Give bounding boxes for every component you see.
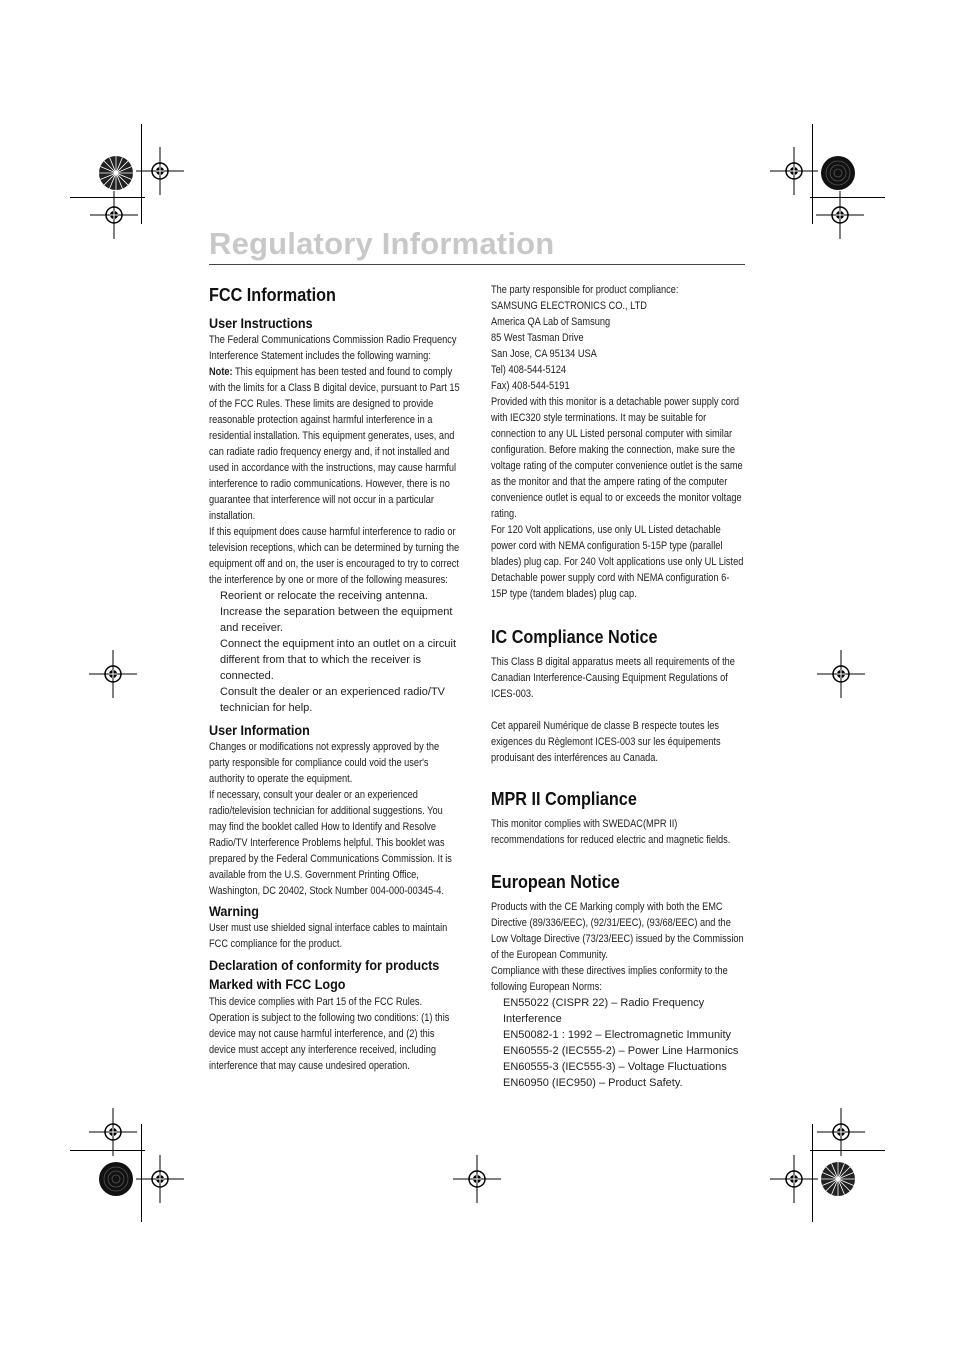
user-information-heading: User Information xyxy=(209,722,310,738)
volt-note-para: For 120 Volt applications, use only UL Listed detachable power cord with NEMA configuration 5-15P type (parallel blades) plug cap. For 240 Volt applications use only UL Listed Detachable power supply cord with NEMA configuration 6-15P type (tandem blades) plug cap. xyxy=(491,524,744,600)
list-item: EN50082-1 : 1992 – Electromagnetic Immunity xyxy=(503,1029,732,1041)
star-target-icon xyxy=(98,1161,134,1197)
declaration-text xyxy=(209,994,462,1074)
star-target-icon xyxy=(820,155,856,191)
title-divider xyxy=(209,264,745,265)
registration-target-icon xyxy=(770,147,818,195)
star-target-icon xyxy=(98,155,134,191)
user-instructions-heading: User Instructions xyxy=(209,315,313,331)
ic-english: This Class B digital apparatus meets all requirements of the Canadian Interference-Causing Equipment Regulations of ICES-003. xyxy=(491,656,735,700)
responsible-party xyxy=(491,282,744,602)
user-info-para2: If necessary, consult your dealer or an experienced radio/television technician for additional suggestions. You may find the booklet called How to Identify and Resolve Radio/TV Interference Problems helpful. This booklet was prepared by the Federal Communications Commission. It is available from the U.S. Government Printing Office, Washington, DC 20402, Stock Number 004-000-00345-4. xyxy=(209,789,452,897)
star-target-icon xyxy=(820,1161,856,1197)
registration-target-icon xyxy=(136,1155,184,1203)
ic-heading: IC Compliance Notice xyxy=(491,627,658,647)
user-info-para1: Changes or modifications not expressly approved by the party responsible for compliance could void the user's authority to operate the equipment. xyxy=(209,741,440,785)
european-para1: Products with the CE Marking comply with both the EMC Directive (89/336/EEC), (92/31/EEC), (93/68/EEC) and the Low Voltage Directive (73/23/EEC) issued by the Commission of the European Community. xyxy=(491,901,744,961)
mpr-para: This monitor complies with SWEDAC(MPR II) recommendations for reduced electric and magnetic fields. xyxy=(491,818,731,846)
registration-target-icon xyxy=(89,1108,137,1156)
list-item: EN60555-2 (IEC555-2) – Power Line Harmonics xyxy=(503,1045,739,1057)
european-heading: European Notice xyxy=(491,872,620,892)
declaration-heading: Declaration of conformity for products Marked with FCC Logo xyxy=(209,957,440,992)
party-line: The party responsible for product compliance: xyxy=(491,284,679,296)
power-cord-para: Provided with this monitor is a detachable power supply cord with IEC320 style terminations. It may be suitable for connection to any UL Listed personal computer with similar configuration. Before making the connection, make sure the voltage rating of the computer convenience outlet is the same as the monitor and that the ampere rating of the computer convenience outlet is equal to or exceeds the monitor voltage rating. xyxy=(491,396,743,520)
party-line: Tel) 408-544-5124 xyxy=(491,364,567,376)
warning-heading: Warning xyxy=(209,903,259,919)
registration-target-icon xyxy=(770,1155,818,1203)
fcc-heading: FCC Information xyxy=(209,285,336,305)
registration-target-icon xyxy=(817,1108,865,1156)
registration-target-icon xyxy=(817,650,865,698)
page-title: Regulatory Information xyxy=(209,226,555,261)
registration-target-icon xyxy=(90,191,138,239)
list-item: Reorient or relocate the receiving antenna. xyxy=(220,590,428,602)
party-line: 85 West Tasman Drive xyxy=(491,332,584,344)
list-item: Consult the dealer or an experienced radio/TV technician for help. xyxy=(220,686,446,714)
registration-target-icon xyxy=(136,147,184,195)
norms-list xyxy=(503,995,744,1091)
european-text xyxy=(491,899,744,995)
warning-para: User must use shielded signal interface cables to maintain FCC compliance for the product. xyxy=(209,922,448,950)
ic-french: Cet appareil Numérique de classe B respecte toutes les exigences du Règlemont ICES-003 sur les équipements produisant des interférences au Canada. xyxy=(491,720,721,764)
registration-target-icon xyxy=(89,650,137,698)
fcc-para2: If this equipment does cause harmful interference to radio or television receptions, which can be determined by turning the equipment off and on, the user is encouraged to try to correct the interference by one or more of the following measures: xyxy=(209,526,460,586)
mpr-text xyxy=(491,816,744,848)
right-column xyxy=(491,282,744,1091)
list-item: EN55022 (CISPR 22) – Radio Frequency Interference xyxy=(503,997,705,1025)
mpr-heading: MPR II Compliance xyxy=(491,789,637,809)
party-line: SAMSUNG ELECTRONICS CO., LTD xyxy=(491,300,647,312)
party-line: America QA Lab of Samsung xyxy=(491,316,611,328)
user-information-text xyxy=(209,739,462,899)
list-item: EN60950 (IEC950) – Product Safety. xyxy=(503,1077,683,1089)
registration-target-icon xyxy=(453,1155,501,1203)
ic-text xyxy=(491,654,744,766)
list-item: Increase the separation between the equipment and receiver. xyxy=(220,606,453,634)
party-line: Fax) 408-544-5191 xyxy=(491,380,570,392)
european-para2: Compliance with these directives implies conformity to the following European Norms: xyxy=(491,965,728,993)
party-line: San Jose, CA 95134 USA xyxy=(491,348,597,360)
list-item: EN60555-3 (IEC555-3) – Voltage Fluctuations xyxy=(503,1061,727,1073)
note-text: This equipment has been tested and found to comply with the limits for a Class B digital device, pursuant to Part 15 of the FCC Rules. These limits are designed to provide reasonable protection against harmful interference in a residential installation. This equipment generates, uses, and can radiate radio frequency energy and, if not installed and used in accordance with the instructions, may cause harmful interference to radio communications. However, there is no guarantee that interference will not occur in a particular installation. xyxy=(209,366,460,522)
declaration-para: This device complies with Part 15 of the FCC Rules. Operation is subject to the following two conditions: (1) this device may not cause harmful interference, and (2) this device must accept any interference received, including interference that may cause undesired operation. xyxy=(209,996,450,1072)
registration-target-icon xyxy=(816,191,864,239)
left-column xyxy=(209,282,462,1074)
note-label: Note: xyxy=(209,366,233,378)
fcc-intro: The Federal Communications Commission Radio Frequency Interference Statement includes the following warning: xyxy=(209,334,457,362)
user-instructions-text xyxy=(209,332,462,588)
warning-text xyxy=(209,920,462,952)
fcc-note xyxy=(209,364,462,524)
list-item: Connect the equipment into an outlet on a circuit different from that to which the receiver is connected. xyxy=(220,638,457,682)
measures-list xyxy=(220,588,462,716)
